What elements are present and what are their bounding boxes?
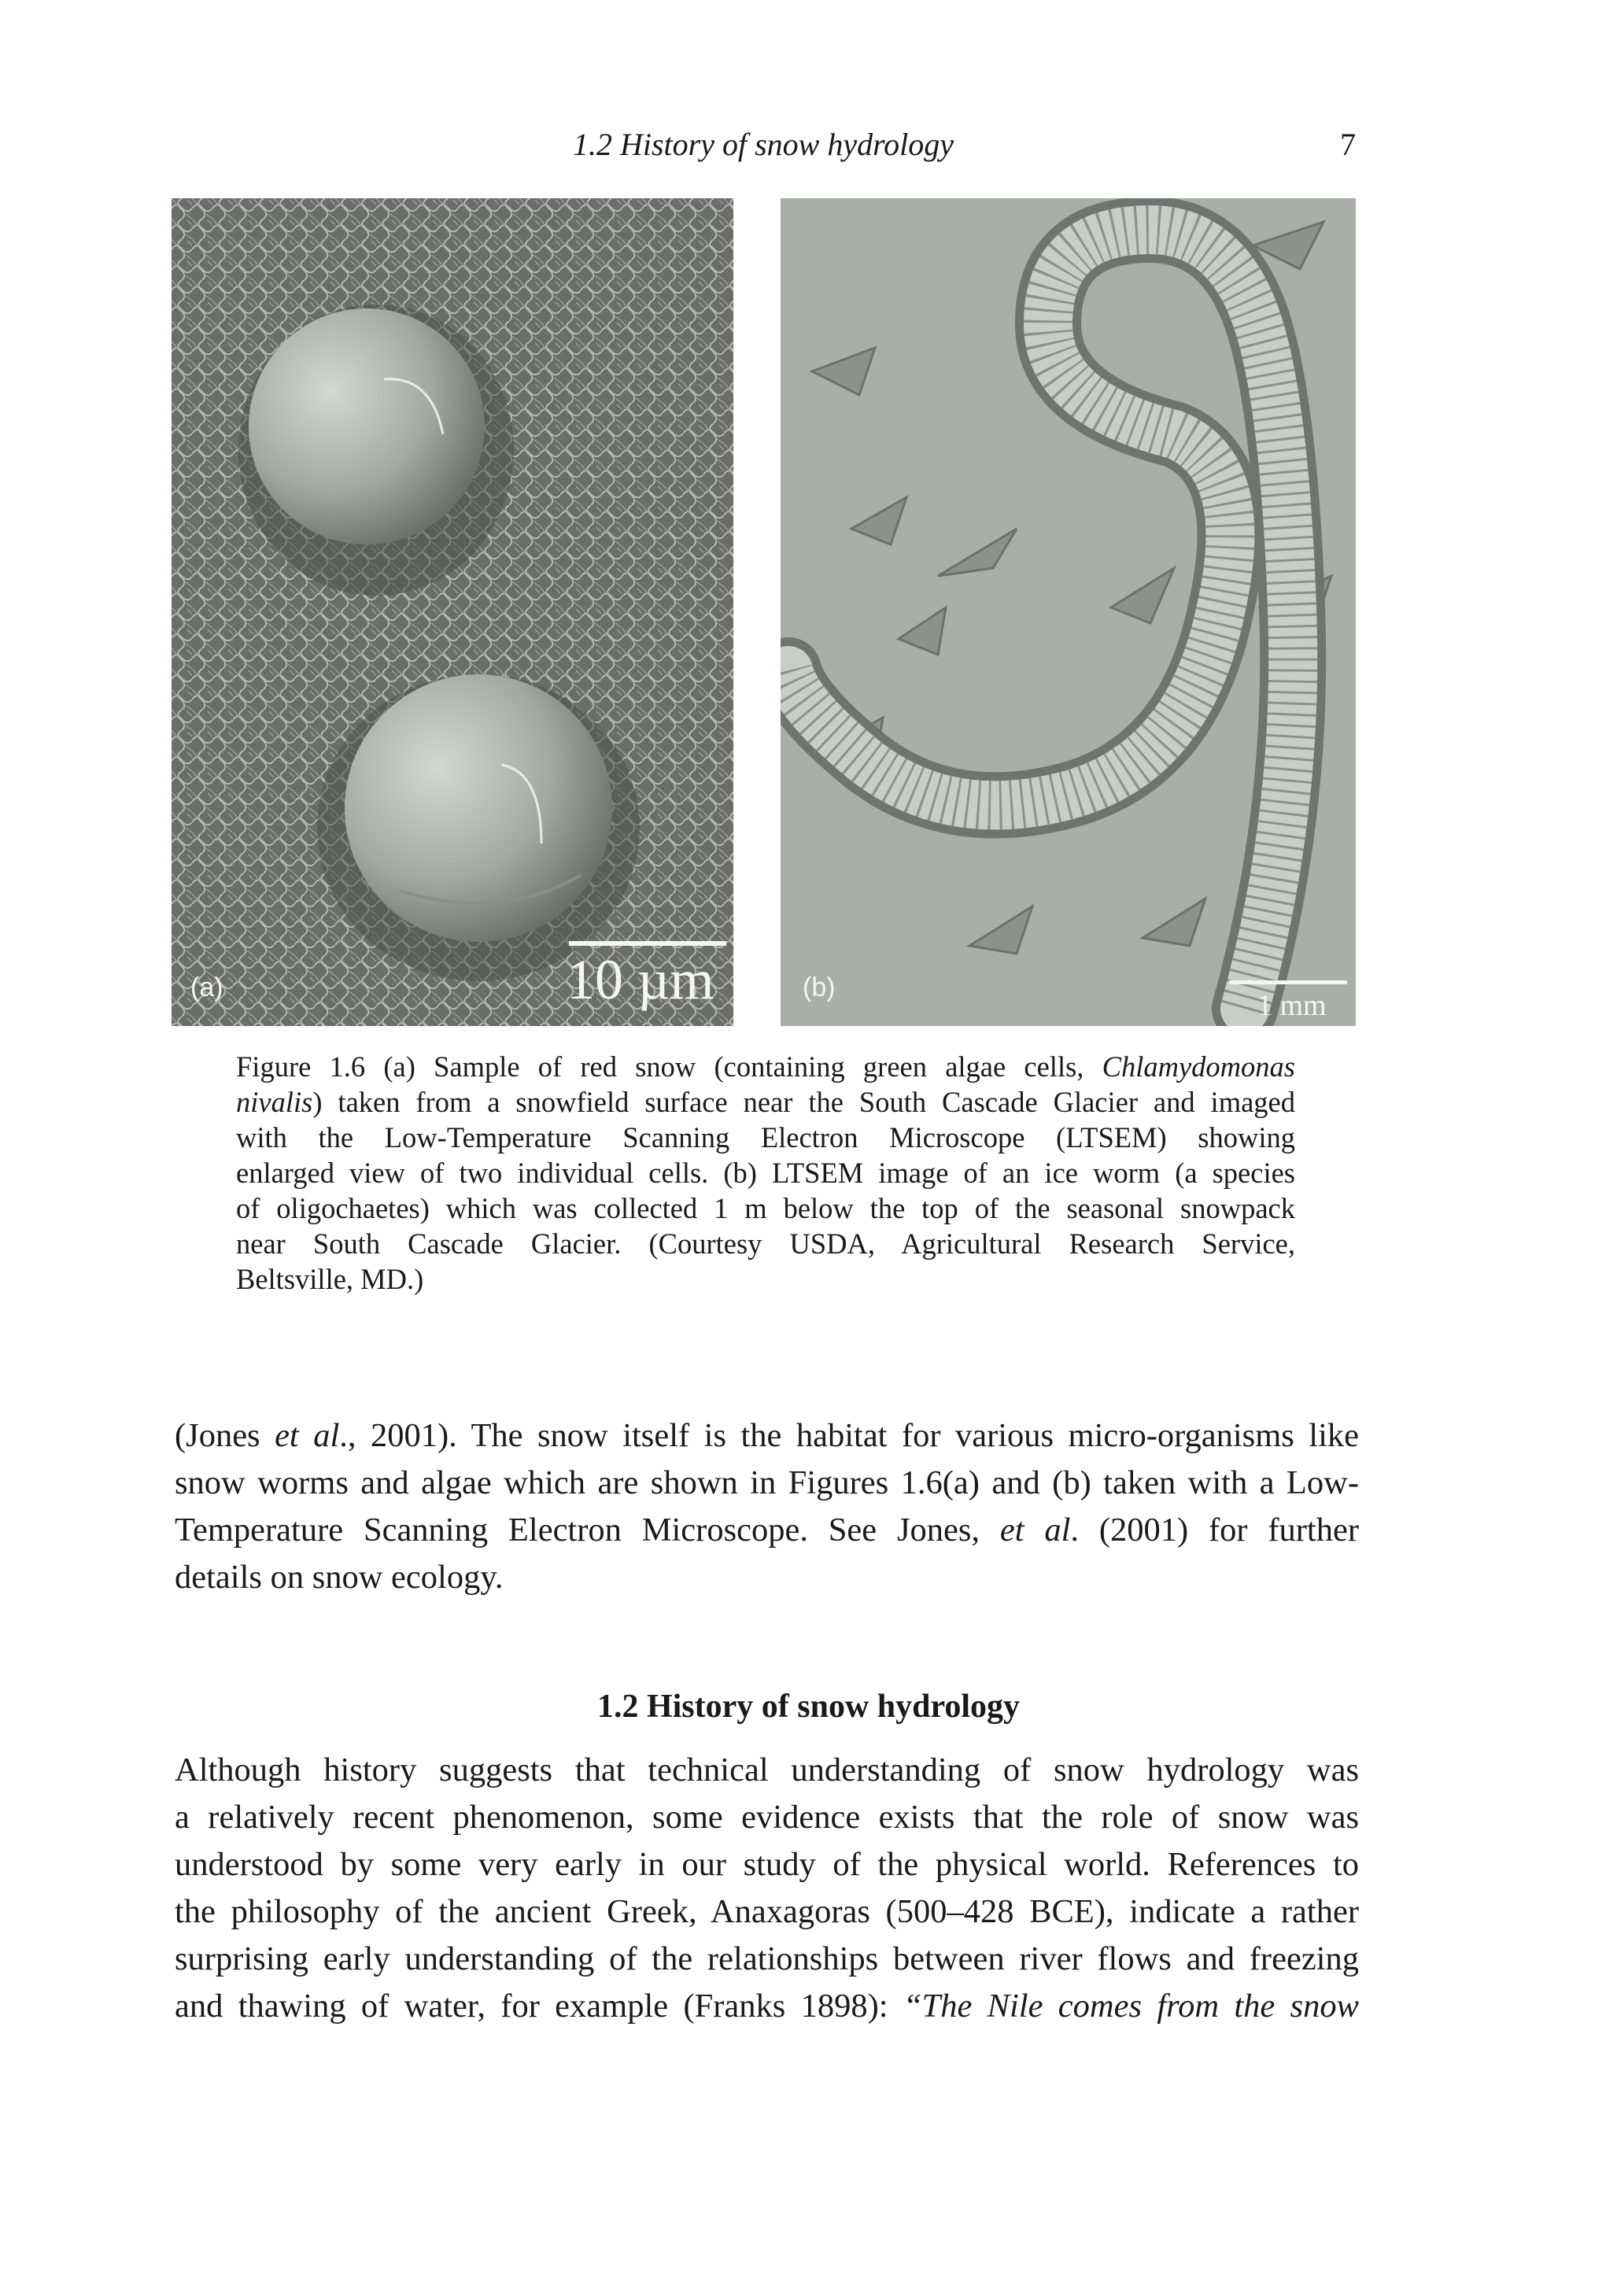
panel-b-scale-bar (1229, 980, 1347, 984)
caption-line: near South Cascade Glacier. (Courtesy USDA, Agricultural Research Service, (236, 1227, 1295, 1260)
panel-b-label: (b) (803, 973, 836, 1002)
figure-1-6 (172, 198, 1356, 1026)
text-line: surprising early understanding of the relationships between river flows and freezing (175, 1940, 1359, 1977)
running-head (0, 126, 1617, 173)
text-line: understood by some very early in our study of the physical world. References to (175, 1846, 1359, 1883)
page-number: 7 (1340, 127, 1356, 162)
text-line: a relatively recent phenomenon, some evidence exists that the role of snow was (175, 1799, 1359, 1836)
figure-caption (236, 1049, 1295, 1297)
text-line: (Jones et al., 2001). The snow itself is the habitat for various micro-organisms like (175, 1417, 1359, 1454)
panel-a-algae-micrograph (172, 198, 733, 1026)
caption-line: Figure 1.6 (a) Sample of red snow (containing green algae cells, Chlamydomonas (236, 1050, 1295, 1083)
caption-line: enlarged view of two individual cells. (b) LTSEM image of an ice worm (a species (236, 1157, 1295, 1189)
ice-worm-image (781, 198, 1356, 1026)
running-title: 1.2 History of snow hydrology (572, 127, 954, 162)
algae-cells-image (172, 198, 733, 1026)
panel-a-scale-label: 10 µm (567, 948, 714, 1011)
text-line: details on snow ecology. (175, 1559, 504, 1596)
text-line: snow worms and algae which are shown in Figures 1.6(a) and (b) taken with a Low- (175, 1464, 1359, 1501)
text-line: Temperature Scanning Electron Microscope. See Jones, et al. (2001) for further (175, 1512, 1359, 1549)
panel-a-label: (a) (190, 973, 223, 1002)
text-line: and thawing of water, for example (Franks 1898): “The Nile comes from the snow (175, 1988, 1359, 2025)
text-line: the philosophy of the ancient Greek, Anaxagoras (500–428 BCE), indicate a rather (175, 1893, 1359, 1930)
panel-b-scale-label: 1 mm (1257, 989, 1327, 1022)
text-line: Although history suggests that technical understanding of snow hydrology was (175, 1752, 1359, 1788)
panel-b-ice-worm-micrograph (781, 198, 1356, 1026)
caption-line: with the Low-Temperature Scanning Electron Microscope (LTSEM) showing (236, 1121, 1295, 1154)
caption-line: nivalis) taken from a snowfield surface near the South Cascade Glacier and imaged (236, 1086, 1295, 1118)
paragraph-history (175, 1747, 1359, 2030)
section-heading: 1.2 History of snow hydrology (596, 1689, 1021, 1725)
panel-a-scale-bar (569, 941, 726, 946)
paragraph-snow-ecology (175, 1412, 1359, 1601)
caption-line: of oligochaetes) which was collected 1 m below the top of the seasonal snowpack (236, 1192, 1295, 1224)
caption-line: Beltsville, MD.) (236, 1263, 424, 1295)
